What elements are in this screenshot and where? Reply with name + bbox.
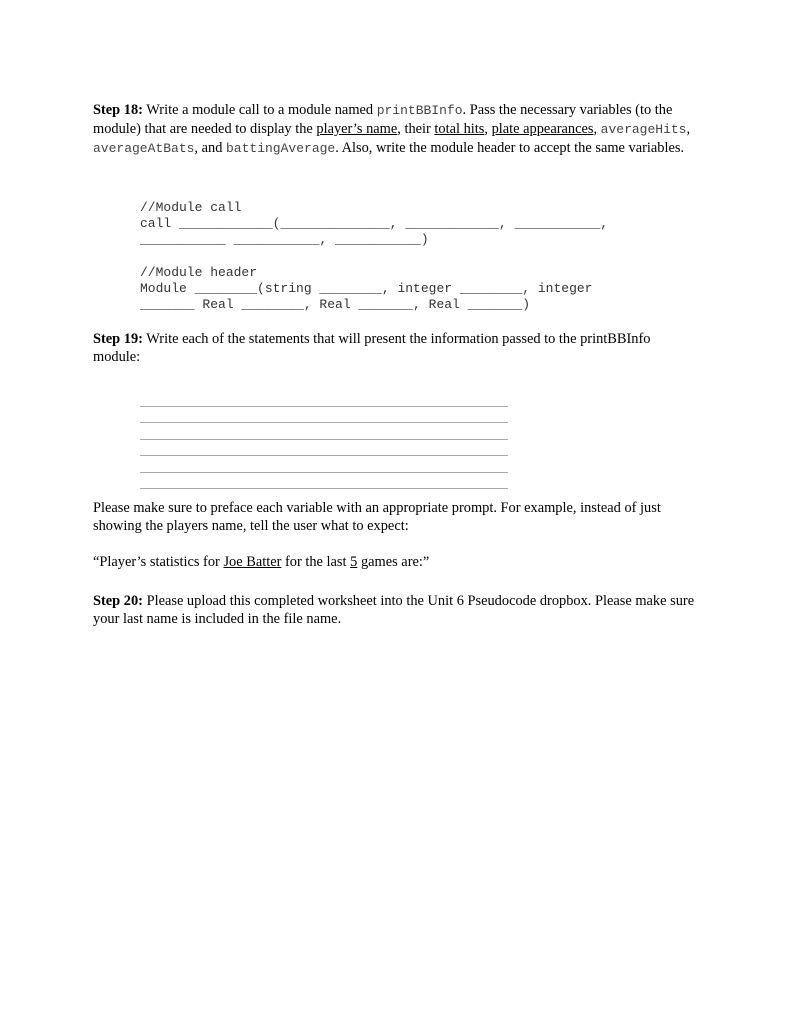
- prompt-note: Please make sure to preface each variable with an appropriate prompt. For example, instead of just showing the players name, tell the user what to expect:: [93, 500, 661, 534]
- module-header-line-1: Module ________(string ________, integer ________, integer: [140, 281, 593, 296]
- answer-line[interactable]: [140, 473, 508, 490]
- example-player-name: Joe Batter: [223, 554, 282, 570]
- answer-line[interactable]: [140, 407, 508, 424]
- example-statement: “Player’s statistics for Joe Batter for the last 5 games are:”: [93, 554, 430, 570]
- module-name-code: printBBInfo: [376, 103, 463, 118]
- step-18-instruction: Step 18: Write a module call to a module named printBBInfo. Pass the necessary variables (to the module) that are needed to display the player’s name, their total hits, plate appearances, averageHits, averageAtBats, and battingAverage. Also, write the module header to accept the same variables.: [93, 102, 691, 156]
- module-call-line-1: call ____________(______________, ____________, ___________,: [140, 216, 609, 231]
- answer-lines-block: [140, 390, 508, 489]
- module-header-code-block: [140, 265, 592, 313]
- step-20-instruction: Step 20: Please upload this completed worksheet into the Unit 6 Pseudocode dropbox. Please make sure your last name is included in the file name.: [93, 593, 695, 627]
- players-name-underlined: player’s name: [316, 121, 398, 137]
- step-20-label: Step 20:: [93, 593, 143, 609]
- module-call-line-2: ___________ ___________, ___________): [140, 232, 429, 247]
- step-19-label: Step 19:: [93, 331, 143, 347]
- batting-average-code: battingAverage: [226, 141, 336, 156]
- step-18-label: Step 18:: [93, 102, 143, 118]
- step-19-instruction: Step 19: Write each of the statements that will present the information passed to the printBBInfo module:: [93, 331, 651, 365]
- answer-line[interactable]: [140, 440, 508, 457]
- example-game-count: 5: [350, 554, 358, 570]
- answer-line[interactable]: [140, 390, 508, 407]
- answer-line[interactable]: [140, 456, 508, 473]
- average-hits-code: averageHits: [600, 122, 687, 137]
- module-call-comment: //Module call: [140, 200, 242, 215]
- total-hits-underlined: total hits: [434, 121, 485, 137]
- module-header-comment: //Module header: [140, 265, 258, 280]
- answer-line[interactable]: [140, 423, 508, 440]
- average-at-bats-code: averageAtBats: [93, 141, 195, 156]
- module-call-code-block: [140, 200, 608, 248]
- module-header-line-2: _______ Real ________, Real _______, Real _______): [140, 297, 531, 312]
- plate-appearances-underlined: plate appearances: [491, 121, 594, 137]
